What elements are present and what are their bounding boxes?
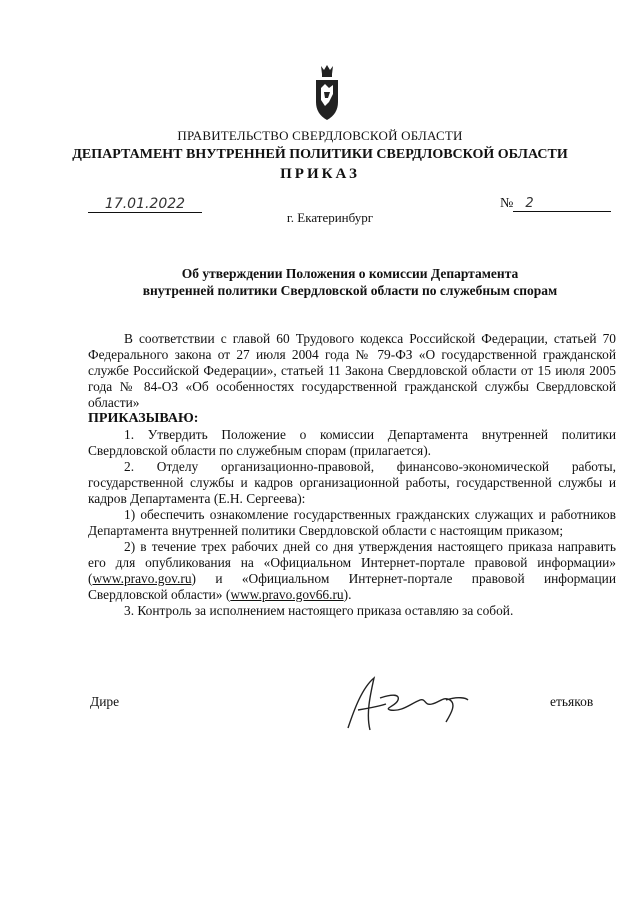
handwritten-signature: [340, 670, 480, 740]
subject-line-1: Об утверждении Положения о комиссии Департамента: [181, 266, 519, 281]
item-3: 3. Контроль за исполнением настоящего приказа оставляю за собой.: [124, 603, 514, 618]
number-value: 2: [513, 196, 611, 212]
number-label: №: [500, 196, 514, 211]
link-pravo-gov66[interactable]: www.pravo.gov66.ru: [230, 587, 344, 602]
subject-line-2: внутренней политики Свердловской области по служебным спорам: [142, 283, 558, 298]
signatory-position: Дире: [90, 694, 120, 709]
order-subject: [100, 265, 600, 299]
item-2-1: 1) обеспечить ознакомление государственных гражданских служащих и работников Департамента внутренней политики Свердловской области с настоящим приказом;: [88, 507, 616, 538]
coat-of-arms-emblem: [312, 62, 342, 126]
order-word: ПРИКАЗЫВАЮ:: [88, 411, 199, 426]
order-body: [88, 331, 616, 619]
item-1: 1. Утвердить Положение о комиссии Департамента внутренней политики Свердловской области по служебным спорам (прилагается).: [88, 427, 616, 458]
document-type: ПРИКАЗ: [280, 166, 360, 182]
link-pravo-gov[interactable]: www.pravo.gov.ru: [92, 571, 192, 586]
item-2-2-text-b: ) и «Официальном Интернет-портале правовой информации Свердловской области» (: [88, 571, 616, 602]
item-2-2-text-c: ).: [343, 587, 352, 602]
government-name: ПРАВИТЕЛЬСТВО СВЕРДЛОВСКОЙ ОБЛАСТИ: [177, 128, 463, 143]
department-name: ДЕПАРТАМЕНТ ВНУТРЕННЕЙ ПОЛИТИКИ СВЕРДЛОВСКОЙ ОБЛАСТИ: [72, 147, 568, 162]
city: г. Екатеринбург: [286, 210, 374, 225]
preamble: В соответствии с главой 60 Трудового кодекса Российской Федерации, статьей 70 Федерального закона от 27 июля 2004 года № 79-ФЗ «О государственной гражданской службе Российской Федерации», статьей 11 Закона Свердловской области от 15 июля 2005 года № 84-ОЗ «Об особенностях государственной гражданской службы Свердловской области»: [88, 331, 616, 410]
order-date: 17.01.2022: [88, 196, 202, 213]
item-2: 2. Отделу организационно-правовой, финансово-экономической работы, государственной службы и кадров организационной работы, государственной службы и кадров Департамента (Е.Н. Сергеева):: [88, 459, 616, 506]
item-2-2: [88, 539, 616, 603]
signatory-surname: етьяков: [550, 694, 594, 709]
item-2-2-text-a: 2) в течение трех рабочих дней со дня утверждения настоящего приказа направить его для опубликования на «Официальном Интернет-портале правовой информации» (: [88, 539, 616, 586]
